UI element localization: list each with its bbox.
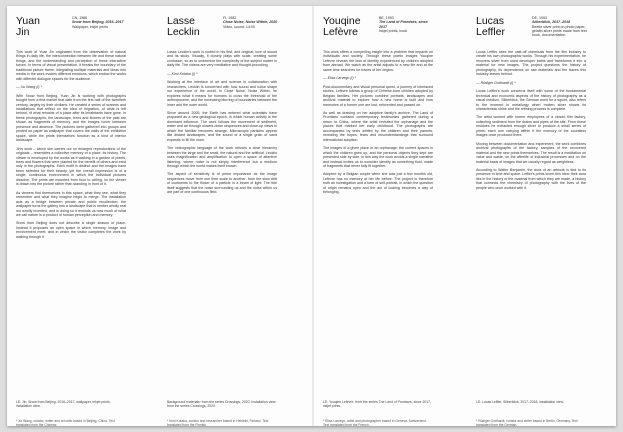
image-caption: LE: Lucas Leffler, Silberblick, 2017–2018, installation view. [476, 400, 564, 404]
work-meta [223, 16, 279, 29]
entry-body [323, 50, 433, 195]
work-title: The Land of Promises, since 2017 [379, 20, 428, 29]
paragraph: As viewers find themselves in this space, what they see, what they remember and what they imagine begin to merge. The installation acts as a bridge between private and public recollection; the wallpaper turns the gallery into a landscape that is neither wholly real nor wholly invented, and in doing so it reminds us how much of what we call nature is a product of human perception and memory. [16, 190, 126, 217]
work-meta [532, 16, 588, 37]
image-caption: LE: Jin, Snow from Beijing, 2016–2017, wallpaper, inkjet prints, installation view. [16, 400, 111, 409]
image-caption: Background materials: from the series Crossings, 2020. Installation view: from the series Crossings, 2020. [167, 400, 277, 409]
artist-name: Yuan Jin [16, 15, 40, 38]
paragraph-attribution: — Kimi Kotaka (i) * [167, 71, 198, 76]
page-fold [312, 6, 314, 426]
footnote: * Rüdiger Gotthardt, curator and writer based in Berlin, Germany. Text translated from the German. [476, 419, 578, 426]
image-caption: LE: Youqine Lefèvre, from the series The Land of Promises, since 2017, inkjet prints. [323, 400, 431, 409]
paragraph: Jin's work – which she carries out on enlarged reproductions of the originals – resembles a collective memory of a place, its history. The viewer is enveloped by the works as if walking in a garden of plants, trees and flowers that were planted for the benefit of others and exist only in the photographs. Each motif is distinct and the images have been selected for their beauty, yet the overall impression is of a single, continuous environment in which the individual pictures dissolve. The prints are mounted from floor to ceiling, so the viewer is drawn into the picture rather than standing in front of it. [16, 146, 126, 187]
work-medium: Inkjet prints, book [379, 28, 408, 33]
artist-origin: CN, 1986 [72, 16, 88, 20]
paragraph: The images of a given place or an orphanage, the current spaces in which the children grew up, and the personal objects they kept are presented side by side. In this way the work avoids a single narrative and instead invites us to consider identity as something fluid, made of fragments that never fully fit together. [323, 146, 433, 168]
book-spread [7, 6, 616, 426]
work-medium: Video, sound, 14:00 [223, 24, 255, 29]
entry-header [167, 16, 277, 50]
artist-origin: FI, 1983 [223, 16, 237, 20]
paragraph: The artist worked with former employees of a closed film factory, collecting sediment from the drains and pipes of the site. From these residues he extracted enough silver to produce a small series of prints, each one carrying within it the memory of the countless images once produced there. [476, 115, 586, 138]
footnote: * Elisa Larvego, artist and photographer based in Geneva, Switzerland. Text translated from the French. [323, 419, 427, 426]
paragraph: The aspect of sensitivity is of prime importance as the image sequences move from one time scale to another: from the slow drift of continents to the flicker of a particle in a beam of light. The title itself suggests that the noise surrounding us and the noise within us are part of one continuous field. [167, 172, 277, 195]
work-title: Silberblick, 2017–2018 [532, 20, 571, 25]
paragraph: This work offers a compelling insight into a problem that impacts on individuals and society. Through these poetic images Youqine Lefèvre reveals the loss of identity experienced by children adopted from abroad. We watch as the artist adjusts to a new life and at the same time searches for traces of her origins. [323, 50, 433, 72]
paragraph: Adopted by a Belgian couple when she was just a few months old, Lefèvre has no memory of her life before. The project is therefore both an investigation and a form of self-portrait, in which the question of origin remains open and the act of looking becomes a way of belonging. [323, 172, 433, 195]
artist-origin: DE, 1993 [532, 16, 547, 20]
artist-origin: BE, 1993 [379, 16, 394, 20]
entry-body [476, 50, 586, 190]
artist-name: Youqine Lefèvre [323, 15, 361, 38]
paragraph-attribution: — Xu Wang (i) * [16, 85, 42, 90]
work-title: Close Noise, Noise Within, 2020 [223, 20, 278, 25]
paragraph-attribution: — Rüdiger Gotthardt (i) * [476, 80, 516, 85]
entry-header [476, 16, 586, 50]
paragraph: This work of Yuan Jin originated from the observation of natural things in daily life, the interconnection between life and these natural things, and the understanding and perception of these interactive forces. In terms of visual presentation, it breaks the boundary of the traditional picture frame, integrating multiple materials and ideas into media in the work evokes different emotions, which endow the works with different dialogue spaces for the audience. [16, 50, 126, 81]
work-medium: Wallpaper, inkjet prints [72, 24, 109, 29]
footnote: * Xu Wang, curator, writer and art critic based in Beijing, China. Text translated from the Chinese. [16, 419, 115, 426]
entry-header [16, 16, 126, 50]
paragraph: Working at the interface of art and science in collaboration with researchers, Lecklin is concerned with how sound and noise shape our experience of the world. In Close Noise, Noise Within, he explores what it means for humans to cross the threshold of the anthropocene, and the increasing blurring of boundaries between the inner and the outer world. [167, 80, 277, 107]
paragraph: Lasse Lecklin's work is rooted in his first, and original, love of sound and its study. Visually, it closely plays with scale, creating some confusion, so as to undermine the complexity of the subject matter in daily life. The videos are very meditative and thought-provoking. [167, 50, 277, 68]
artist-name: Lucas Leffler [476, 15, 505, 38]
paragraph: As well as drawing on her adoptive family's archive, The Land of Promises contains contemporary testimonies gathered during a return to China, where the artist revisited the orphanage and the places that marked her early childhood. The photographs are accompanied by texts written by the children and their parents, revealing the hopes, fears and misunderstandings that surround international adoption. [323, 110, 433, 142]
entry-column-1 [16, 15, 126, 426]
entry-column-4 [476, 15, 587, 426]
entry-body [16, 50, 126, 239]
paragraph: With Snow from Beijing, Yuan Jin is working with photographs bought from a flea market that date from the first half of the twentieth century, largely by their civilians. He created a series of screens and installations that reflect on the idea of migration, of what is left behind, of what remains of a place after its inhabitants have gone. In these photographs, the landscape, trees and flowers of the past are shown as fragments of memory, and the images hover between presence and absence. The pictures were gathered into groups and printed on paper as wallpaper that covers the walls of the exhibition space, while the prints themselves function as a kind of interior landscape. [16, 93, 126, 143]
footnote: * Kimi Kotaka, curator and researcher based in Helsinki, Finland. Text translated from the Finnish. [167, 419, 269, 426]
paragraph: Moving between documentation and experiment, the work combines archival photographs of the factory, samples of the recovered material and the new prints themselves. The result is a meditation on value and waste, on the afterlife of industrial processes and on the material basis of images that we usually regard as weightless. [476, 141, 586, 164]
entry-body [167, 50, 277, 195]
paragraph: Snow from Beijing does not describe a single season or place. Instead it proposes an open space in which memory, image and environment meet, and in which the visitor completes the work by walking through it. [16, 221, 126, 239]
work-meta [379, 16, 435, 33]
work-meta [72, 16, 128, 29]
work-medium: Beetle silver print on photo paper, gelatin silver prints made from test book, documentation [532, 24, 587, 38]
entry-column-3 [323, 15, 433, 426]
paragraph: Post-documentary and visual personal quest, a journey of interlaced stories, Lefèvre follows a group of Chinese-born children adopted by Belgian families. Her pictures combine portraits, landscapes and archival material to explore how a new home is built and how memories of a former one are lost, reinvented and passed on. [323, 84, 433, 107]
paragraph: Lucas Leffler's work concerns itself with some of the fundamental technical and economic aspects of the history of photography as a visual medium. Silberblick, the German word for a squint, also refers to the moment in metallurgy when molten silver shows its characteristic shine and the refining process is complete. [476, 89, 586, 111]
paragraph: According to Walter Benjamin, the aura of an artwork is tied to its presence in time and space. Leffler's prints invert this idea: their aura lies in the history of the material from which they are made, a history that connects the chemistry of photography with the lives of the people who once worked with it. [476, 167, 586, 190]
paragraph: Since around 2005, the Earth has entered what scientists have proposed as a new geological epoch, in which human activity is the dominant influence. The work follows the movement of sediment, water and air through slowed-down sequences and close-up views in which the familiar becomes strange. Microscopic particles appear like distant landscapes, and the sound of a single grain of sand expands to fill the room. [167, 110, 277, 142]
artist-name: Lasse Lecklin [167, 15, 200, 38]
paragraph: Lucas Leffler uses the cast-off chemicals from the film industry to create his own photographic works. Through his experimentation, he recovers silver from used developer baths and transforms it into a material for new images. The project questions the history of photography, its dependence on raw materials and the traces this industry leaves behind. [476, 50, 586, 77]
work-title: Snow from Beijing, 2016–2017 [72, 20, 124, 25]
paragraph-attribution: — Elisa Larvego (i) * [323, 76, 356, 81]
entry-column-2 [167, 15, 278, 426]
paragraph: The videographic language of the work refuses a clear hierarchy between the large and the small, the natural and the artificial. Lecklin uses magnification and amplification to open a space of attentive listening, where noise is not simply interference but a medium through which the world makes itself known. [167, 146, 277, 168]
entry-header [323, 16, 433, 50]
